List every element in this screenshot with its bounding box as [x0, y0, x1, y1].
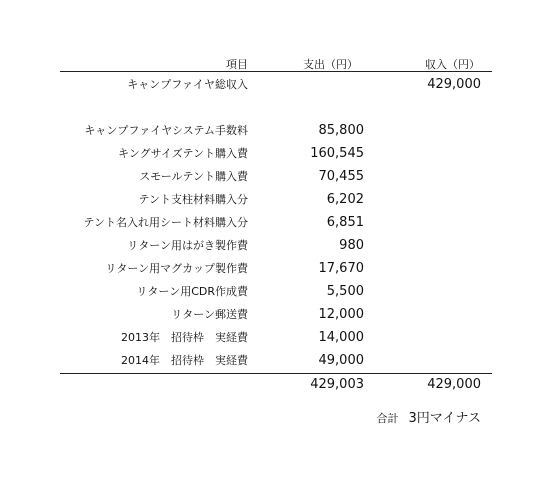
income-row: [0, 76, 560, 94]
expense-row: [0, 168, 560, 186]
expense-value: 70,455: [318, 169, 364, 184]
expense-row: [0, 352, 560, 370]
expense-value: 85,800: [318, 123, 364, 138]
expense-value: 5,500: [326, 284, 364, 299]
header-income: 収入（円）: [425, 58, 480, 71]
table-header: [0, 56, 560, 70]
expense-row: [0, 306, 560, 324]
expense-label: リターン用マグカップ製作費: [105, 262, 248, 275]
total-expense: 429,003: [310, 377, 364, 392]
expense-value: 6,202: [326, 192, 364, 207]
expense-row: [0, 329, 560, 347]
totals-divider: [60, 373, 492, 374]
expense-row: [0, 283, 560, 301]
summary-value: 3円マイナス: [408, 411, 481, 426]
expense-label: 2013年 招待枠 実経費: [121, 331, 248, 344]
income-value: 429,000: [427, 77, 481, 92]
totals-row: [0, 376, 560, 394]
header-divider: [60, 71, 492, 72]
expense-label: キャンプファイヤシステム手数料: [84, 124, 248, 137]
expense-value: 160,545: [310, 146, 364, 161]
expense-value: 12,000: [318, 307, 364, 322]
expense-row: [0, 122, 560, 140]
income-label: キャンプファイヤ総収入: [127, 78, 248, 91]
header-expense: 支出（円）: [303, 58, 358, 71]
balance-summary: [377, 407, 482, 426]
expense-value: 980: [339, 238, 364, 253]
expense-value: 17,670: [318, 261, 364, 276]
expense-row: [0, 237, 560, 255]
summary-label: 合計: [376, 412, 399, 425]
expense-label: キングサイズテント購入費: [117, 147, 248, 160]
total-income: 429,000: [427, 377, 481, 392]
expense-label: テント支柱材料購入分: [138, 193, 248, 206]
expense-label: テント名入れ用シート材料購入分: [83, 216, 248, 229]
expense-label: リターン用はがき製作費: [127, 239, 248, 252]
expense-value: 49,000: [318, 353, 364, 368]
expense-label: 2014年 招待枠 実経費: [121, 354, 248, 367]
header-item: 項目: [226, 58, 248, 71]
expense-label: リターン用CDR作成費: [136, 285, 248, 298]
expense-row: [0, 260, 560, 278]
expense-label: スモールテント購入費: [139, 170, 248, 183]
expense-label: リターン郵送費: [171, 308, 248, 321]
expense-value: 6,851: [326, 215, 364, 230]
expense-row: [0, 145, 560, 163]
expense-value: 14,000: [318, 330, 364, 345]
expense-row: [0, 214, 560, 232]
expense-row: [0, 191, 560, 209]
